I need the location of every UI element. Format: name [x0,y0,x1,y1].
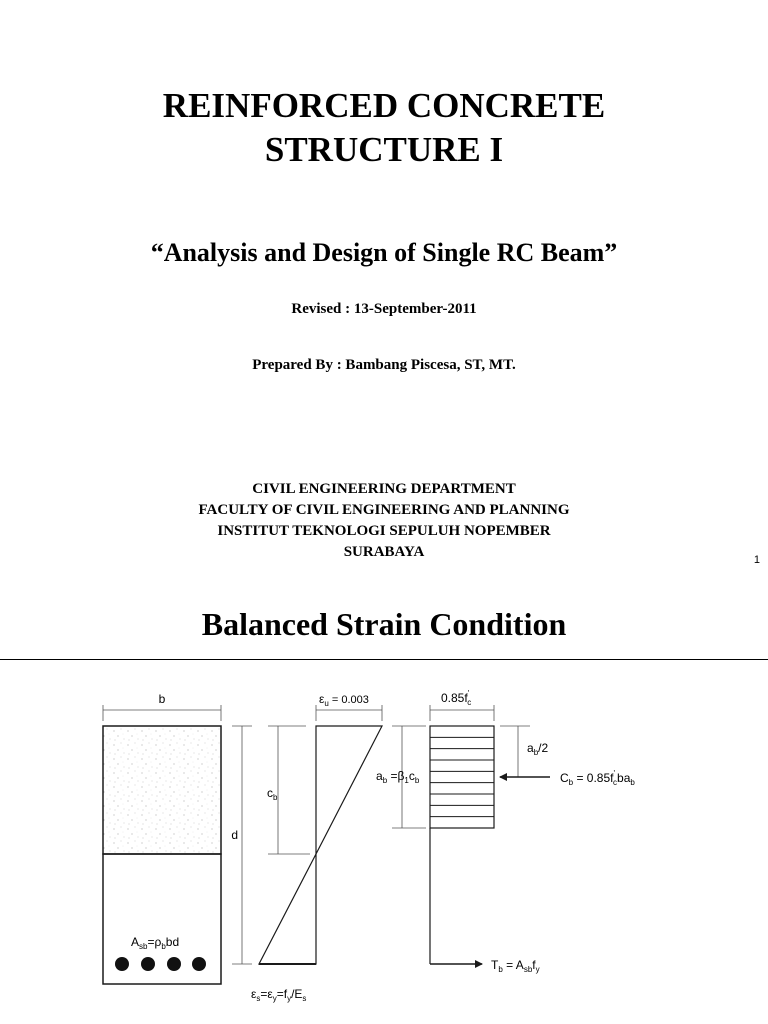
rebar [192,957,206,971]
stress-diagram [376,689,635,974]
block-depth-label: $a_b =\beta_1c_b$ [376,769,420,785]
tension-strain-triangle [259,854,316,964]
city-line: SURABAYA [343,544,425,560]
strain-diagram [251,692,382,1003]
width-label: b [158,692,166,706]
stress-block-outline [430,726,494,828]
half-block-label: $a_b/2$ [527,741,549,757]
title-line-2: STRUCTURE I [264,130,504,169]
balanced-strain-diagram [0,660,768,1024]
compression-strain-triangle [316,726,382,854]
rebar [167,957,181,971]
tension-force-label: $T_b = A_{sb}f_y$ [491,958,540,974]
depth-label: d [231,828,238,842]
neutral-axis-label: $c_b$ [267,786,278,802]
ultimate-strain-label: $\varepsilon_u = 0.003$ [319,692,369,708]
faculty-line: FACULTY OF CIVIL ENGINEERING AND PLANNING [198,502,570,518]
rebar [141,957,155,971]
department-block [0,479,768,563]
stress-block-label: 0.85f' c [441,689,472,707]
steel-area-label: $A_{sb}=\rho_bbd$ [131,935,180,951]
rebar [115,957,129,971]
prepared-by: Prepared By : Bambang Piscesa, ST, MT. [252,357,516,373]
institute-line: INSTITUT TEKNOLOGI SEPULUH NOPEMBER [217,523,551,539]
stress-block [430,726,494,828]
beam-section [103,692,252,984]
rebar-group [115,957,206,971]
subtitle: “Analysis and Design of Single RC Beam” [150,238,618,267]
slide-title: Balanced Strain Condition [201,606,567,642]
steel-strain-label: $\varepsilon_s=\varepsilon_y=f_y/E_s$ [251,987,307,1003]
compression-zone [103,726,221,854]
department-line: CIVIL ENGINEERING DEPARTMENT [252,481,516,497]
title-line-1: REINFORCED CONCRETE [162,86,606,125]
revised-date: Revised : 13-September-2011 [291,301,477,317]
page-number: 1 [753,554,760,566]
compression-force-label: $C_b = 0.85f'$ cba$_b$ [560,769,635,787]
page-title [0,84,768,172]
